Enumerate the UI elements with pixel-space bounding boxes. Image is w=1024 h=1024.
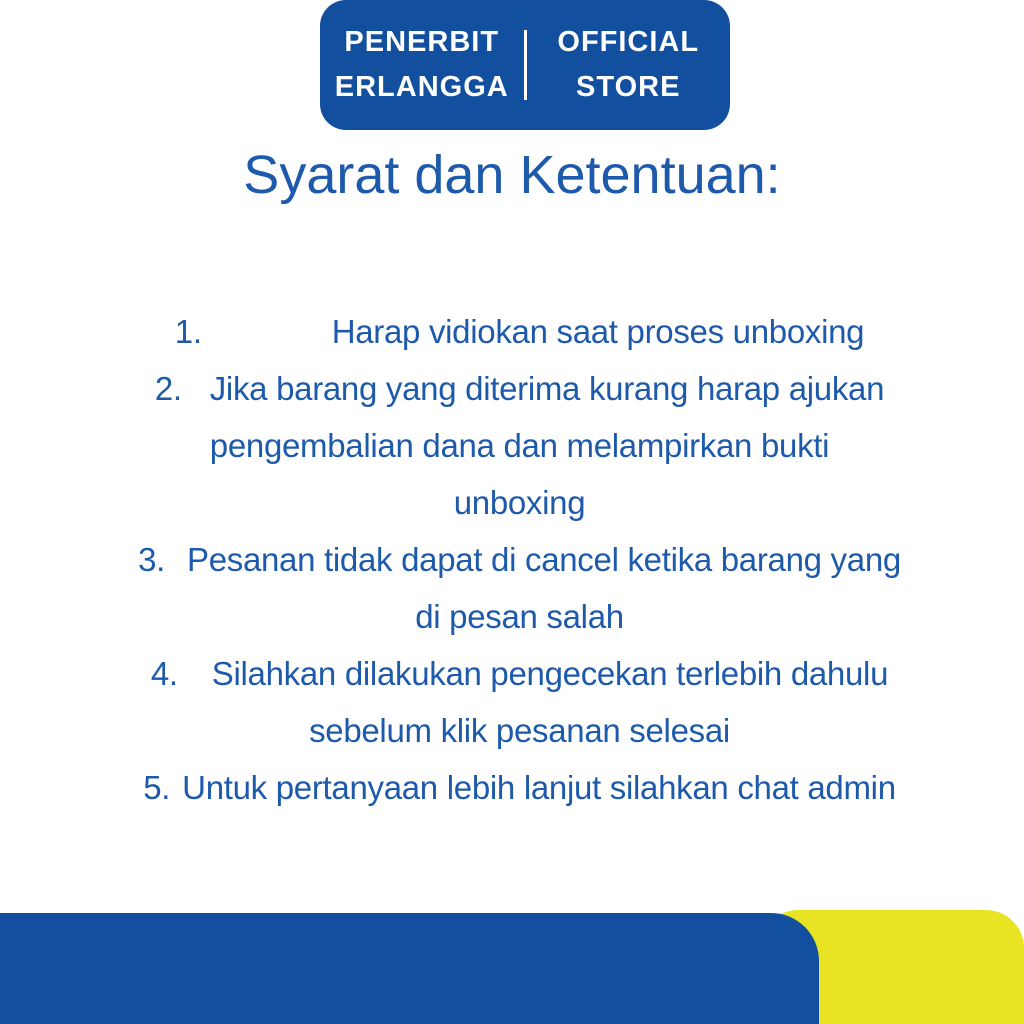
terms-line: sebelum klik pesanan selesai <box>309 712 730 749</box>
badge-publisher-name <box>320 20 524 110</box>
badge-store-line2: STORE <box>576 71 681 103</box>
terms-item-text: Silahkan dilakukan pengecekan terlebih dahulu <box>211 655 889 692</box>
terms-item-text: Untuk pertanyaan lebih lanjut silahkan chat admin <box>182 769 896 806</box>
badge-publisher-line2: ERLANGGA <box>334 71 509 103</box>
page-title: Syarat dan Ketentuan: <box>243 145 781 205</box>
terms-item-number: 5. <box>143 769 171 806</box>
terms-line: pengembalian dana dan melampirkan bukti <box>209 427 830 464</box>
store-badge <box>320 0 730 130</box>
terms-line <box>85 759 954 816</box>
terms-line <box>85 531 954 588</box>
badge-store-line1: OFFICIAL <box>557 26 700 58</box>
terms-item <box>85 759 954 816</box>
terms-item-number: 1. <box>174 313 202 350</box>
badge-store-label <box>527 20 731 110</box>
terms-item <box>85 360 954 531</box>
bottom-bar-blue <box>0 913 819 1024</box>
terms-line <box>85 303 954 360</box>
terms-item-text: Harap vidiokan saat proses unboxing <box>331 313 865 350</box>
terms-item-text: Pesanan tidak dapat di cancel ketika barang yang <box>186 541 901 578</box>
terms-item-number: 3. <box>138 541 165 578</box>
badge-publisher-line1: PENERBIT <box>344 26 500 58</box>
terms-item-number: 4. <box>150 655 178 692</box>
terms-line: di pesan salah <box>415 598 624 635</box>
terms-item-number: 2. <box>154 370 182 407</box>
terms-item <box>85 303 954 360</box>
terms-line: unboxing <box>453 484 586 521</box>
terms-line <box>85 360 954 417</box>
terms-list <box>85 303 954 816</box>
terms-item <box>85 645 954 759</box>
terms-item <box>85 531 954 645</box>
terms-line <box>85 645 954 702</box>
terms-item-text: Jika barang yang diterima kurang harap ajukan <box>209 370 885 407</box>
